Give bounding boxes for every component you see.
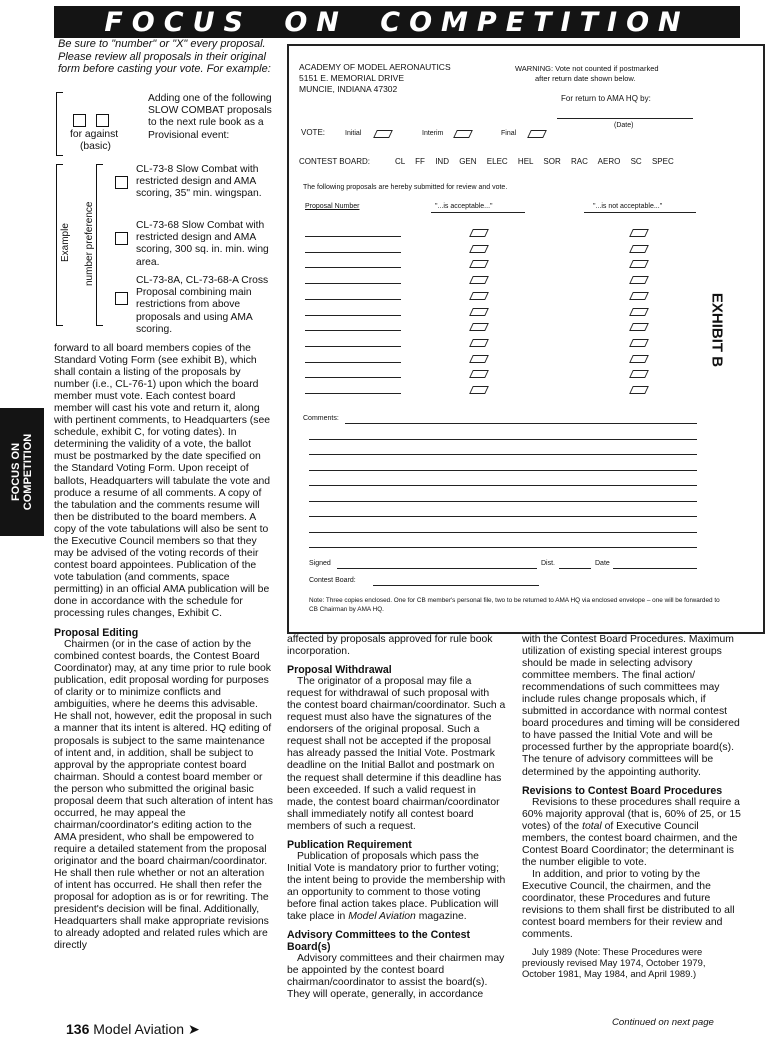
comment-line[interactable] xyxy=(309,516,697,517)
date-field-label: Date xyxy=(595,560,610,567)
publication-requirement-heading: Publication Requirement xyxy=(287,838,412,851)
board-spec[interactable]: SPEC xyxy=(651,157,674,166)
not-acceptable-box[interactable] xyxy=(629,386,649,394)
proposal-number-line[interactable] xyxy=(305,377,401,378)
date-label: (Date) xyxy=(614,122,634,129)
proposal-number-line[interactable] xyxy=(305,299,401,300)
middle-column-intro: affected by proposals approved for rule book incorporation. xyxy=(287,634,493,658)
proposal-number-line[interactable] xyxy=(305,330,401,331)
option-2-checkbox xyxy=(115,232,128,245)
proposal-number-line[interactable] xyxy=(305,252,401,253)
proposal-number-line[interactable] xyxy=(305,267,401,268)
acceptable-box[interactable] xyxy=(469,276,489,284)
plane-arrow-icon: ➤ xyxy=(187,1021,200,1037)
form-note: Note: Three copies enclosed. One for CB member's personal file, two to be returned to AMA HQ via enclosed envelope – one will be forwarded to CB Chairman by AMA HQ. xyxy=(309,597,720,613)
revisions-heading: Revisions to Contest Board Procedures xyxy=(522,784,723,797)
comment-line[interactable] xyxy=(309,501,697,502)
col-acceptable: "...is acceptable..." xyxy=(435,203,493,210)
page-footer xyxy=(66,1021,200,1038)
comment-line[interactable] xyxy=(309,470,697,471)
page-number: 136 xyxy=(66,1021,90,1037)
option-2-text: CL-73-68 Slow Combat with restricted design and AMA scoring, 300 sq. in. min. wing area. xyxy=(136,220,269,268)
proposal-editing-body: Chairmen (or in the case of action by the combined contest boards, the Contest Board Coordinator) may, at any time prior to rule book publication, edit proposal wording for purposes of clarity or to minimize conflicts and ambiguities, where he deems this advisable. He shall not, however, edit the proposal in such a manner that its intent is altered. HQ editing of proposals is subject to the same maintenance of intent and, in addition, shall be subject to approval by the appropriate contest board chairman. Should a contest board member or the person who submitted the original basic proposal deem that such alteration of intent has occurred, he may appeal the chairman/coordinator's editing action to the AMA president, who shall be empowered to require a detailed statement from the proposal originator and the board chairman/coordinator. He shall then rule whether or not an alteration of intent has occurred. He shall then refer the proposal for adoption as is or for rewriting. The president's decision will be final. Additionally, Headquarters shall make appropriate revisions to already adopted and related rules which are directly xyxy=(54,639,273,952)
board-sor[interactable]: SOR xyxy=(543,157,561,166)
board-ind[interactable]: IND xyxy=(435,157,449,166)
col-proposal-number: Proposal Number xyxy=(305,203,360,210)
intro-text: Be sure to "number" or "X" every proposal. Please review all proposals in their original form before casting your vote. For example: xyxy=(58,38,271,75)
revision-note: July 1989 (Note: These Procedures were previously revised May 1974, October 1979, October 1981, May 1984, and April 1989.) xyxy=(522,946,706,980)
standard-voting-form xyxy=(287,44,765,634)
board-aero[interactable]: AERO xyxy=(597,157,621,166)
org-line-3: MUNCIE, INDIANA 47302 xyxy=(299,84,398,94)
example-block xyxy=(56,90,286,335)
comment-line[interactable] xyxy=(309,439,697,440)
warning-line-1: WARNING: Vote not counted if postmarked xyxy=(515,64,659,73)
publication-requirement-body: Publication of proposals which pass the Initial Vote is mandatory prior to further voting; the intent being to provide the membership with an opportunity to comment to those voting before final action takes place. Publication will take place in Model Aviation magazine. xyxy=(287,850,506,923)
basic-proposal-text: Adding one of the following SLOW COMBAT proposals to the next rule book as a Provisional event: xyxy=(148,93,272,141)
proposal-number-line[interactable] xyxy=(305,315,401,316)
side-tab-line-1: FOCUS ON xyxy=(10,442,22,502)
vote-interim-box[interactable] xyxy=(453,130,473,138)
vote-initial-label: Initial xyxy=(345,130,362,137)
for-checkbox xyxy=(73,114,86,127)
board-gen[interactable]: GEN xyxy=(459,157,477,166)
right-column xyxy=(522,634,741,979)
board-elec[interactable]: ELEC xyxy=(486,157,508,166)
acceptable-box[interactable] xyxy=(469,292,489,300)
proposal-withdrawal-body: The originator of a proposal may file a request for withdrawal of such proposal with the contest board chairman/coordinator. Such a request must also have the signatures of the endorsers of the original proposal. Such a request shall not be accepted if the proposal has already passed the Initial Vote. Postmark deadline on the Initial Ballot and postmark on the request shall determine if this deadline has been exceeded. If such a valid request in made, the contest board chairman/coordinator shall immediately notify all contest board members of such a request. xyxy=(287,676,506,832)
board-sc[interactable]: SC xyxy=(630,157,642,166)
left-column-intro: forward to all board members copies of the Standard Voting Form (see exhibit B), which shall contain a listing of the proposals by number (i.e., CL-76-1) upon which the board member must vote. Each contest board member will cast his vote and return it, along with pertinent comments, to Headquarters (see schedule, exhibit C, for voting dates). In determining the validity of a vote, the ballot must be postmarked by the date specified on the Standard Voting Form. Upon receipt of ballots, Headquarters will tabulate the vote and produce a resume of all comments. A copy of the tabulation and the comments resume will then be distributed to the board members. A copy of the vote tabulations will also be sent to the Executive Council members so that they may be advised of the voting records of their contest board appointees. Publication of the vote tabulation (and comments, space permitting) in an official AMA publication will be done in accordance with the schedule for processing rules changes, Exhibit C. xyxy=(54,343,271,620)
proposal-number-line[interactable] xyxy=(305,393,401,394)
left-column xyxy=(54,343,273,952)
not-acceptable-box[interactable] xyxy=(629,260,649,268)
acceptable-box[interactable] xyxy=(469,339,489,347)
board-options xyxy=(395,157,674,167)
not-acceptable-box[interactable] xyxy=(629,229,649,237)
proposal-withdrawal-heading: Proposal Withdrawal xyxy=(287,664,392,677)
comment-line[interactable] xyxy=(309,454,697,455)
comment-line[interactable] xyxy=(309,485,697,486)
vote-final-box[interactable] xyxy=(527,130,547,138)
not-acceptable-box[interactable] xyxy=(629,370,649,378)
not-acceptable-box[interactable] xyxy=(629,292,649,300)
acceptable-box[interactable] xyxy=(469,370,489,378)
acceptable-box[interactable] xyxy=(469,260,489,268)
org-line-1: ACADEMY OF MODEL AERONAUTICS xyxy=(299,62,451,72)
not-acceptable-box[interactable] xyxy=(629,355,649,363)
submitted-text: The following proposals are hereby submitted for review and vote. xyxy=(303,184,508,191)
magazine-name: Model Aviation xyxy=(93,1021,185,1037)
proposal-number-line[interactable] xyxy=(305,346,401,347)
not-acceptable-box[interactable] xyxy=(629,308,649,316)
page-banner: FOCUS ON COMPETITION xyxy=(54,6,740,38)
signed-label: Signed xyxy=(309,560,331,567)
not-acceptable-box[interactable] xyxy=(629,276,649,284)
contest-board-field-label: Contest Board: xyxy=(309,577,356,584)
proposal-number-line[interactable] xyxy=(305,236,401,237)
against-label: against xyxy=(84,129,119,140)
board-ff[interactable]: FF xyxy=(415,157,425,166)
vote-final-label: Final xyxy=(501,130,517,137)
against-checkbox xyxy=(96,114,109,127)
acceptable-box[interactable] xyxy=(469,355,489,363)
comments-label: Comments: xyxy=(303,415,339,422)
exhibit-label: EXHIBIT B xyxy=(708,292,726,368)
board-hel[interactable]: HEL xyxy=(517,157,534,166)
right-column-intro: with the Contest Board Procedures. Maximum utilization of existing special interest groups should be made in selecting advisory committee members. The final action/ recommendations of such committees may include rules change proposals which, if submitted in accordance with normal contest board procedures and timing will be considered to have passed the Initial Vote and will be processed further by the appropriate board(s). The tenure of advisory committees will be determined by the appointing authority. xyxy=(522,634,740,778)
org-line-2: 5151 E. MEMORIAL DRIVE xyxy=(299,73,405,83)
advisory-committees-heading: Advisory Committees to the Contest Board(s) xyxy=(287,929,471,954)
side-tab-line-2: COMPETITION xyxy=(22,433,34,511)
contest-board-label: CONTEST BOARD: xyxy=(299,157,370,166)
board-cl[interactable]: CL xyxy=(395,157,405,166)
vote-label: VOTE: xyxy=(301,128,326,137)
comment-line[interactable] xyxy=(345,423,697,424)
revisions-body-2: In addition, and prior to voting by the Executive Council, the chairmen, and the coordinator, these Procedures and future revisions to them shall first be distributed to all contest board members for their review and comments. xyxy=(522,868,735,941)
section-side-tab xyxy=(0,408,44,536)
comment-line[interactable] xyxy=(309,532,697,533)
vote-initial-box[interactable] xyxy=(373,130,393,138)
warning-line-2: after return date shown below. xyxy=(535,74,636,83)
option-3-text: CL-73-8A, CL-73-68-A Cross Proposal combining main restrictions from above proposals and using AMA scoring. xyxy=(136,275,269,335)
example-vertical-label: Example xyxy=(60,223,71,262)
middle-column xyxy=(287,634,506,1001)
continued-note: Continued on next page xyxy=(612,1017,714,1028)
acceptable-box[interactable] xyxy=(469,323,489,331)
proposal-editing-heading: Proposal Editing xyxy=(54,627,139,640)
revisions-body: Revisions to these procedures shall require a 60% majority approval (that is, 60% of 25, or 15 votes) of the total of Executive Council members, the contest board chairmen, and the Contest Board Coordinator; the determinant is the number eligible to vote. xyxy=(522,796,741,868)
dist-label: Dist. xyxy=(541,560,555,567)
acceptable-box[interactable] xyxy=(469,245,489,253)
acceptable-box[interactable] xyxy=(469,386,489,394)
acceptable-box[interactable] xyxy=(469,229,489,237)
not-acceptable-box[interactable] xyxy=(629,339,649,347)
not-acceptable-box[interactable] xyxy=(629,245,649,253)
proposal-number-line[interactable] xyxy=(305,283,401,284)
comment-line[interactable] xyxy=(309,547,697,548)
board-rac[interactable]: RAC xyxy=(571,157,588,166)
proposal-number-line[interactable] xyxy=(305,362,401,363)
option-1-checkbox xyxy=(115,176,128,189)
basic-label: (basic) xyxy=(80,141,111,152)
number-preference-label: number preference xyxy=(84,201,95,286)
return-label: For return to AMA HQ by: xyxy=(561,94,651,103)
advisory-committees-body: Advisory committees and their chairmen may be appointed by the contest board chairman/coordinator to assist the board(s). They will operate, generally, in accordance xyxy=(287,953,505,1001)
for-label: for xyxy=(70,129,83,140)
acceptable-box[interactable] xyxy=(469,308,489,316)
col-not-acceptable: "...is not acceptable..." xyxy=(593,203,663,210)
not-acceptable-box[interactable] xyxy=(629,323,649,331)
option-3-checkbox xyxy=(115,292,128,305)
option-1-text: CL-73-8 Slow Combat with restricted design and AMA scoring, 35" min. wingspan. xyxy=(136,164,262,200)
vote-interim-label: Interim xyxy=(422,130,444,137)
